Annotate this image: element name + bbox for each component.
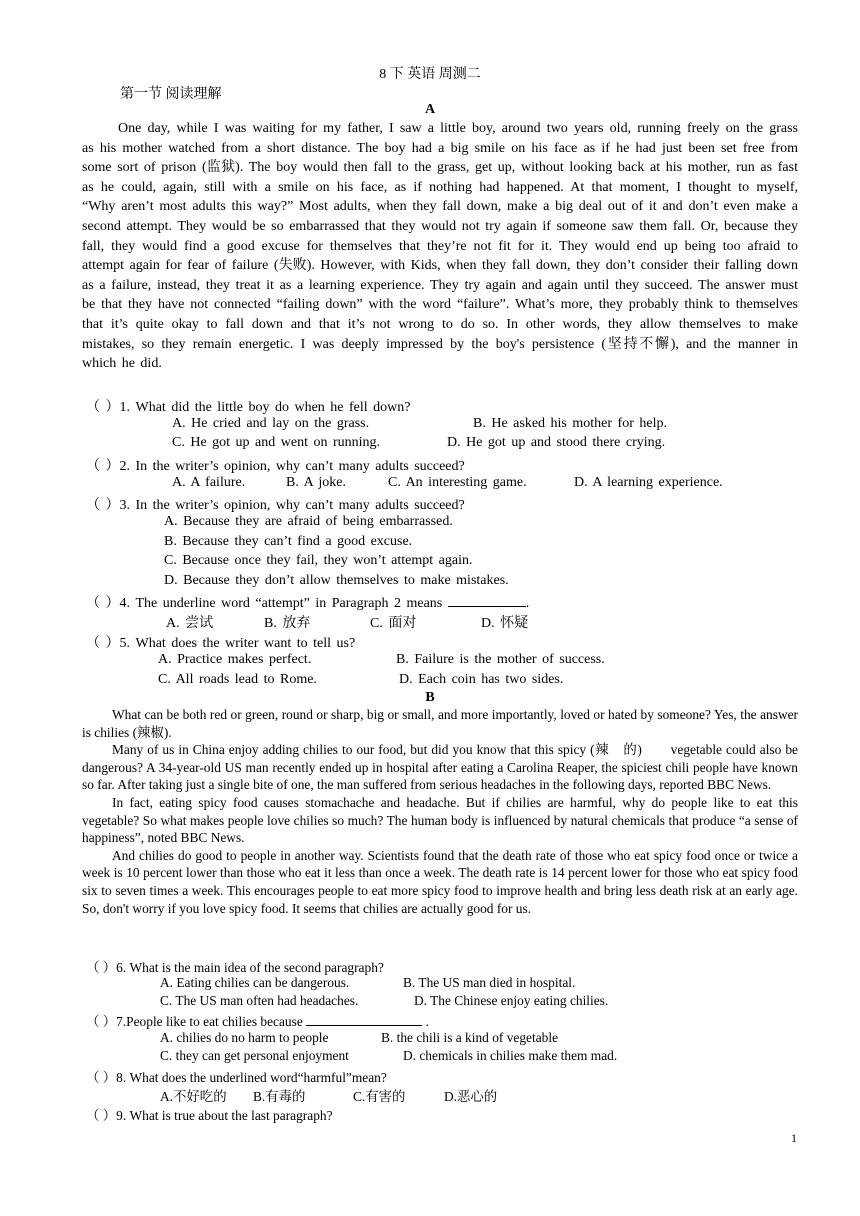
q4-option-b: B. 放弃 (264, 616, 311, 631)
question-5: （ ）5. What does the writer want to tell us? (86, 636, 356, 651)
q4-stem-end: . (525, 596, 530, 611)
question-3: （ ）3. In the writer’s opinion, why can’t many adults succeed? (86, 498, 465, 513)
q1-option-c: C. He got up and went on running. (172, 435, 381, 450)
q8-option-c: C.有害的 (353, 1089, 406, 1104)
q6-option-b: B. The US man died in hospital. (403, 975, 576, 990)
q1-option-a: A. He cried and lay on the grass. (172, 416, 370, 431)
q7-option-d: D. chemicals in chilies make them mad. (403, 1048, 618, 1063)
q5-option-a: A. Practice makes perfect. (158, 652, 312, 667)
section-heading: 第一节 阅读理解 (120, 87, 222, 102)
q4-option-a: A. 尝试 (166, 616, 214, 631)
question-6: （ ）6. What is the main idea of the second paragraph? (86, 960, 384, 975)
question-1: （ ）1. What did the little boy do when he fell down? (86, 400, 411, 415)
q7-option-a: A. chilies do no harm to people (160, 1030, 329, 1045)
q2-option-d: D. A learning experience. (574, 475, 723, 490)
q8-option-b: B.有毒的 (253, 1089, 306, 1104)
passage-b-paragraph: In fact, eating spicy food causes stomachache and headache. But if chilies are harmful, why do people like to eat this vegetable? So what makes people love chilies so much? The human body is influenced by natural chemicals that produce “a sense of happiness”, noted BBC News. (82, 794, 798, 846)
q2-option-a: A. A failure. (172, 475, 246, 490)
q7-option-c: C. they can get personal enjoyment (160, 1048, 349, 1063)
q4-option-c: C. 面对 (370, 616, 417, 631)
q4-option-d: D. 怀疑 (481, 616, 529, 631)
passage-b-paragraph: Many of us in China enjoy adding chilies to our food, but did you know that this spicy (辣 的) vegetable could also be dangerous? A 34-year-old US man recently ended up in hospital after eating a Carolina Reaper, the spiciest chili people have known so far. After taking just a single bite of one, the man suffered from serious headaches in the following days, reported BBC News. (82, 742, 798, 793)
page-number: 1 (791, 1131, 797, 1145)
passage-b-paragraph: And chilies do good to people in another way. Scientists found that the death rate of those who eat spicy food once or twice a week is 10 percent lower than those who eat it less than once a week. The death rate is 14 percent lower for those who eat spicy food six to seven times a week. This encourages people to eat more spicy food to improve health and bring less death risk at an early age. So, don't worry if you love spicy food. It seems that chilies are actually good for us. (82, 847, 798, 916)
question-2: （ ）2. In the writer’s opinion, why can’t many adults succeed? (86, 459, 465, 474)
q8-option-a: A.不好吃的 (160, 1089, 227, 1104)
q5-option-d: D. Each coin has two sides. (399, 672, 564, 687)
q1-option-d: D. He got up and stood there crying. (447, 435, 666, 450)
passage-b-text (82, 706, 798, 917)
page-title: 8 下 英语 周测二 (379, 67, 481, 82)
q6-option-c: C. The US man often had headaches. (160, 993, 359, 1008)
question-4 (86, 592, 529, 612)
q7-stem-end: . (422, 1014, 429, 1029)
q6-option-d: D. The Chinese enjoy eating chilies. (414, 993, 609, 1008)
q6-option-a: A. Eating chilies can be dangerous. (160, 975, 350, 990)
passage-a-heading: A (424, 102, 436, 117)
q2-option-b: B. A joke. (286, 475, 347, 490)
answer-blank (448, 592, 526, 607)
q4-stem: （ ）4. The underline word “attempt” in Paragraph 2 means (86, 596, 448, 611)
q2-option-c: C. An interesting game. (388, 475, 527, 490)
q3-option-c: C. Because once they fail, they won’t attempt again. (164, 553, 473, 568)
q5-option-c: C. All roads lead to Rome. (158, 672, 317, 687)
q7-stem: （ ）7.People like to eat chilies because (86, 1014, 307, 1029)
passage-a-text: One day, while I was waiting for my father, I saw a little boy, around two years old, running freely on the grass as his mother watched from a short distance. The boy had a big smile on his face as if he had just been set free from some sort of prison (监狱). The boy would then fall to the grass, get up, without looking back at his mother, run as fast as he could, again, still with a smile on his face, as if nothing had happened. At that moment, I thought to myself, “Why aren’t most adults this way?” Most adults, when they fall down, make a big deal out of it and don’t even make a second attempt. They would be so embarrassed that they would not try again if someone saw them fall. Or, because they fall, they would find a good excuse for themselves that they’re not fit for it. They would end up being too afraid to attempt again for fear of failure (失败). However, with Kids, when they fall down, they don’t consider their falling down as a failure, instead, they treat it as a learning experience. They try again and again until they succeed. The answer must be that they have not connected “failing down” with the word “failure”. What’s more, they probably think to themselves that it’s quite okay to fall down and that it’s not wrong to do so. In other words, they allow themselves to make mistakes, so they remain energetic. I was deeply impressed by the boy's persistence (坚持不懈), and the manner in which he did. (82, 121, 798, 372)
q3-option-d: D. Because they don’t allow themselves to make mistakes. (164, 573, 509, 588)
question-7 (86, 1011, 429, 1030)
q8-option-d: D.恶心的 (444, 1089, 498, 1104)
passage-b-paragraph: What can be both red or green, round or sharp, big or small, and more importantly, loved or hated by someone? Yes, the answer is chilies (辣椒). (82, 707, 798, 740)
q7-option-b: B. the chili is a kind of vegetable (381, 1030, 559, 1045)
q1-option-b: B. He asked his mother for help. (473, 416, 667, 431)
question-8: （ ）8. What does the underlined word“harmful”mean? (86, 1070, 387, 1085)
q5-option-b: B. Failure is the mother of success. (396, 652, 605, 667)
question-9: （ ）9. What is true about the last paragraph? (86, 1108, 333, 1123)
passage-b-heading: B (425, 690, 435, 705)
q3-option-b: B. Because they can’t find a good excuse. (164, 534, 413, 549)
q3-option-a: A. Because they are afraid of being embarrassed. (164, 514, 453, 529)
answer-blank (306, 1013, 422, 1026)
